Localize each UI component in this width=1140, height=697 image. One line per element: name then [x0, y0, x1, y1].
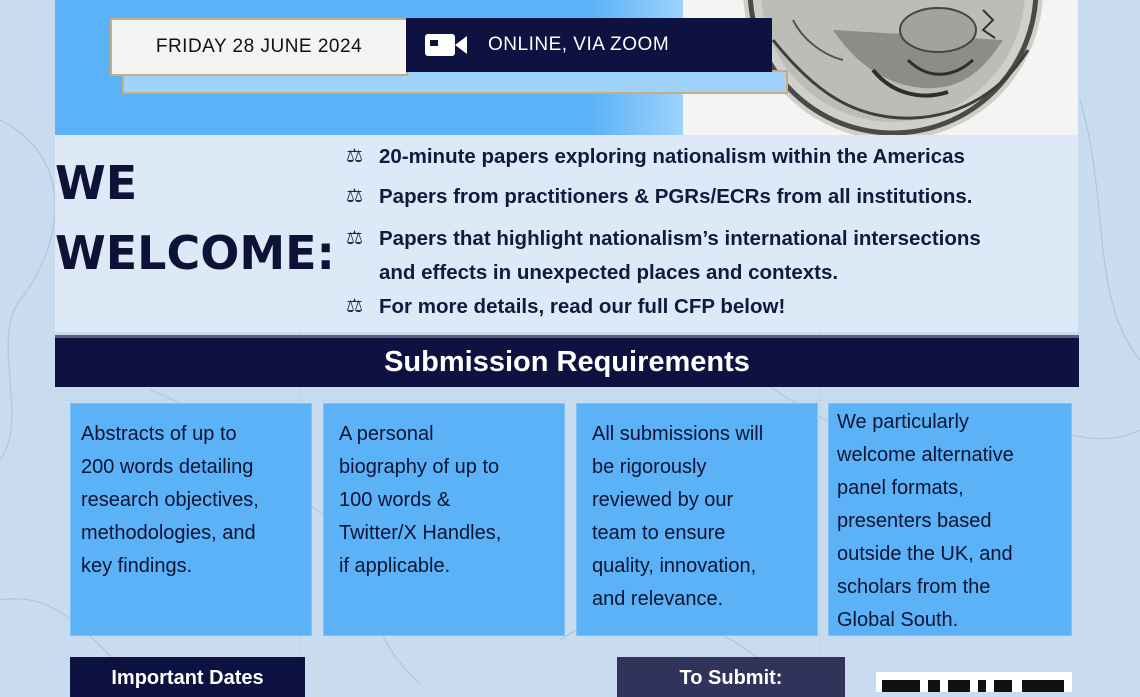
event-venue: ONLINE, VIA ZOOM	[488, 34, 670, 55]
scales-icon: ⚖	[346, 146, 364, 167]
card-line: We particularly	[837, 411, 969, 433]
welcome-item-line: Papers that highlight nationalism’s international intersections	[379, 227, 981, 250]
card-line: Global South.	[837, 609, 959, 631]
welcome-item-text: For more details, read our full CFP below!	[379, 295, 786, 318]
card-line: team to ensure	[592, 522, 726, 544]
welcome-item	[346, 180, 972, 214]
qr-code	[876, 672, 1072, 692]
to-submit-heading: To Submit:	[617, 657, 845, 697]
card-line: presenters based	[837, 510, 992, 532]
card-line: Twitter/X Handles,	[339, 522, 502, 544]
welcome-item	[346, 140, 965, 174]
submission-requirements-title: Submission Requirements	[55, 335, 1079, 387]
welcome-item-line: and effects in unexpected places and contexts.	[379, 261, 839, 284]
welcome-item	[346, 222, 981, 290]
scales-icon: ⚖	[346, 296, 364, 317]
card-line: quality, innovation,	[592, 555, 757, 577]
card-line: and relevance.	[592, 588, 724, 610]
card-line: panel formats,	[837, 477, 964, 499]
requirement-card-alternative-formats	[828, 403, 1072, 636]
scales-icon: ⚖	[346, 228, 364, 249]
card-line: if applicable.	[339, 555, 451, 577]
requirement-card-biography	[323, 403, 565, 636]
requirement-card-abstract	[70, 403, 312, 636]
welcome-item-text: 20-minute papers exploring nationalism within the Americas	[379, 145, 965, 168]
card-line: biography of up to	[339, 456, 500, 478]
card-line: All submissions will	[592, 423, 764, 445]
requirement-card-review	[576, 403, 818, 636]
card-line: key findings.	[81, 555, 193, 577]
card-line: outside the UK, and	[837, 543, 1013, 565]
welcome-item-text: Papers from practitioners & PGRs/ECRs from all institutions.	[379, 185, 973, 208]
card-line: research objectives,	[81, 489, 259, 511]
card-line: A personal	[339, 423, 434, 445]
we-welcome-heading	[55, 148, 335, 288]
video-camera-icon	[424, 32, 468, 58]
card-line: scholars from the	[837, 576, 991, 598]
we-welcome-line2: WELCOME:	[55, 226, 335, 280]
scales-icon: ⚖	[346, 186, 364, 207]
card-line: methodologies, and	[81, 522, 256, 544]
card-line: 100 words &	[339, 489, 451, 511]
important-dates-heading: Important Dates	[70, 657, 305, 697]
card-line: be rigorously	[592, 456, 707, 478]
we-welcome-line1: WE	[55, 156, 138, 210]
card-line: welcome alternative	[837, 444, 1014, 466]
welcome-item	[346, 290, 785, 324]
welcome-item-text	[379, 222, 981, 290]
card-line: reviewed by our	[592, 489, 734, 511]
card-line: 200 words detailing	[81, 456, 254, 478]
card-line: Abstracts of up to	[81, 423, 237, 445]
event-venue-banner	[406, 18, 772, 72]
event-date: FRIDAY 28 JUNE 2024	[110, 18, 408, 76]
